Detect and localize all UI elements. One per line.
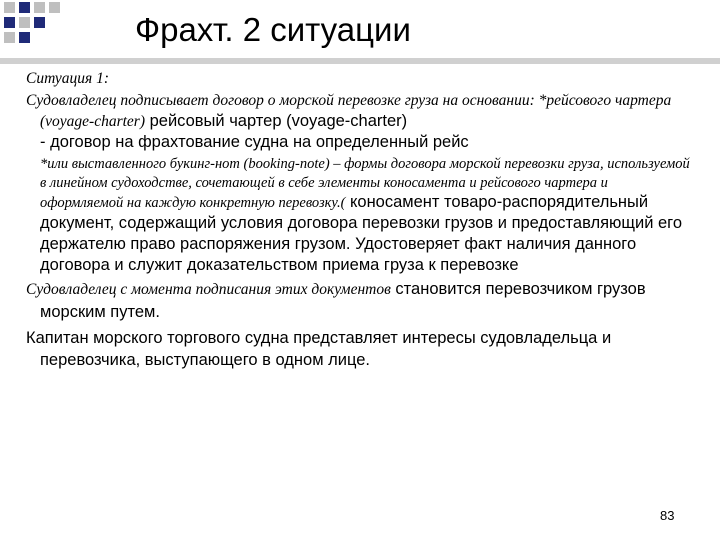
slide-title: Фрахт. 2 ситуации <box>135 11 411 48</box>
paragraph-captain: Капитан морского торгового судна представляет интересы судовладельца и перевозчика, выступающего в одном лице. <box>26 329 612 370</box>
decor-square <box>4 2 15 13</box>
decor-square <box>49 2 60 13</box>
decor-square <box>4 17 15 28</box>
title-divider <box>0 58 720 64</box>
paragraph-charter-definition: - договор на фрахтование судна на определенный рейс <box>40 133 469 151</box>
decor-square <box>4 32 15 43</box>
paragraph-shipowner-carrier-plain: становится перевозчиком грузов морским путем. <box>40 280 646 322</box>
paragraph-shipowner-carrier-italic: Судовладелец с момента подписания этих документов <box>26 281 391 299</box>
paragraph-booking-note-italic: *или выставленного букинг-нот (booking-note) – формы договора морской перевозки груза, используемой в линейном судоходстве, сочетающей в себе элементы коносамента и рейсового чартера и оформляемой на каждую конкретную перевозку.( <box>40 156 690 212</box>
page-number: 83 <box>660 508 675 523</box>
decor-square <box>19 32 30 43</box>
slide-body <box>26 68 694 371</box>
paragraph-contract-basis-plain: рейсовый чартер (voyage-charter) <box>145 112 408 130</box>
paragraph-shipowner-carrier <box>26 278 694 324</box>
paragraph-contract-basis <box>26 90 694 132</box>
situation-label: Ситуация 1: <box>26 70 110 87</box>
paragraph-booking-note-plain: коносамент товаро-распорядительный документ, содержащий условия договора перевозки грузов и предоставляющий его держателю право распоряжения грузом. Удостоверяет факт наличия данного договора и служит доказательством приема груза к перевозке <box>40 193 683 275</box>
paragraph-booking-note <box>40 155 694 276</box>
corner-decoration <box>0 0 70 50</box>
paragraph-contract-basis-italic: Судовладелец подписывает договор о морской перевозке груза на основании: *рейсового чартера (voyage-charter) <box>26 92 672 130</box>
decor-square <box>19 17 30 28</box>
decor-square <box>34 17 45 28</box>
decor-square <box>19 2 30 13</box>
decor-square <box>34 2 45 13</box>
